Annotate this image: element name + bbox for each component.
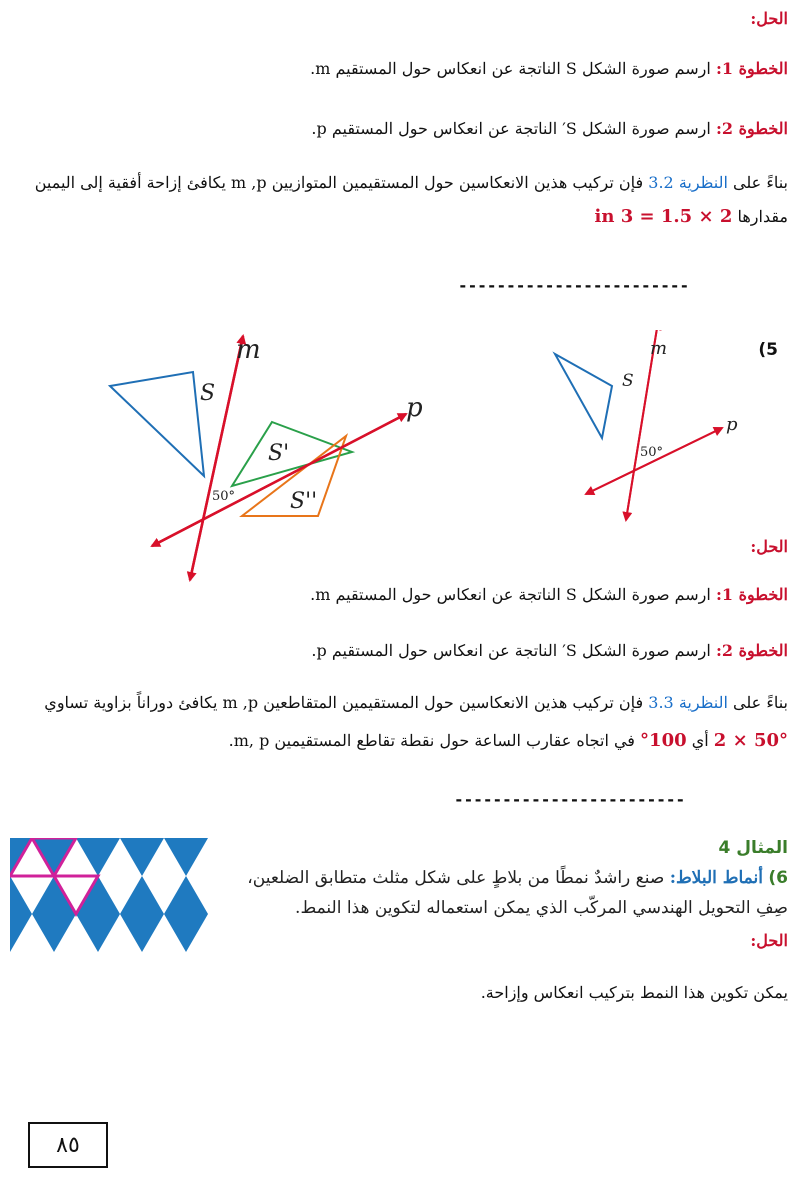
- separator-2: ------------------------: [454, 790, 686, 809]
- label-p: p: [726, 414, 738, 435]
- conclusion-2-text: فإن تركيب هذين الانعكاسين حول المستقيمين المتقاطعين m ,p يكافئ دوراناً بزاوية تساوي: [44, 693, 644, 712]
- conclusion-line-2: [12, 206, 788, 228]
- problem-number: (5: [758, 340, 778, 360]
- theorem-link[interactable]: النظرية 3.2: [648, 173, 728, 192]
- step-1b-label: الخطوة 1:: [715, 585, 788, 604]
- example-answer: يمكن تكوين هذا النمط بتركيب انعكاس وإزاحة.: [480, 983, 788, 1002]
- conclusion-2-mid2: في اتجاه عقارب الساعة حول نقطة تقاطع المستقيمين m, p.: [228, 731, 635, 750]
- line-p-reverse: [152, 414, 406, 546]
- conclusion-2-formula1: 50° × 2: [713, 730, 788, 751]
- example-line-1: [247, 866, 788, 890]
- separator-1: ------------------------: [458, 276, 690, 295]
- conclusion-text: فإن تركيب هذين الانعكاسين حول المستقيمين المتوازيين m ,p يكافئ إزاحة أفقية إلى اليمين: [34, 173, 644, 192]
- theorem-link-2[interactable]: النظرية 3.3: [648, 693, 728, 712]
- conclusion-formula: 2 × 1.5 = 3 in: [594, 206, 733, 227]
- step-2b-label: الخطوة 2:: [715, 641, 788, 660]
- step-1-text: ارسم صورة الشكل S الناتجة عن انعكاس حول المستقيم m.: [310, 59, 711, 78]
- example-number: 6): [768, 868, 788, 888]
- line-p-reverse: [586, 428, 722, 494]
- example-text-1: صنع راشدٌ نمطًا من بلاطٍ على شكل مثلث متطابق الضلعين،: [247, 868, 665, 888]
- label-s: S: [200, 381, 216, 406]
- label-angle: 50°: [640, 445, 664, 460]
- conclusion: [12, 172, 788, 194]
- step-1b-text: ارسم صورة الشكل S الناتجة عن انعكاس حول المستقيم m.: [310, 585, 711, 604]
- solution-label-3: الحل:: [750, 931, 788, 950]
- step-2b-text: ارسم صورة الشكل S′ الناتجة عن انعكاس حول المستقيم p.: [311, 641, 711, 660]
- label-p: p: [406, 393, 423, 423]
- step-1-label: الخطوة 1:: [715, 59, 788, 78]
- example-label: أنماط البلاط:: [669, 868, 763, 888]
- triangle-s: [555, 354, 612, 438]
- triangle-s: [110, 372, 204, 476]
- conclusion-2-formula2: 100°: [640, 730, 687, 751]
- conclusion-line2-prefix: مقدارها: [737, 207, 788, 226]
- example-title: المثال 4: [718, 838, 788, 858]
- label-s-prime: S': [268, 441, 290, 466]
- step-1b: [12, 584, 788, 606]
- tile-pattern-image: [10, 838, 210, 960]
- step-2: [12, 118, 788, 140]
- conclusion-2-mid1: أي: [691, 731, 709, 750]
- original-figure: [555, 330, 738, 520]
- label-s-double-prime: S'': [290, 489, 318, 514]
- conclusion-2-prefix: بناءً على: [733, 693, 788, 712]
- conclusion-2: [12, 692, 788, 714]
- step-2-text: ارسم صورة الشكل S′ الناتجة عن انعكاس حول المستقيم p.: [311, 119, 711, 138]
- label-m: m: [650, 338, 668, 359]
- step-2b: [12, 640, 788, 662]
- label-s: S: [622, 371, 634, 391]
- label-m: m: [236, 335, 261, 365]
- label-angle: 50°: [212, 489, 236, 504]
- solution-label-2: الحل:: [750, 537, 788, 556]
- solution-label: الحل:: [750, 9, 788, 28]
- step-1: [12, 58, 788, 80]
- conclusion-prefix: بناءً على: [733, 173, 788, 192]
- conclusion-2-line-2: [12, 730, 788, 752]
- page-number: ٨٥: [28, 1122, 108, 1168]
- example-line-2: صِفِ التحويل الهندسي المركّب الذي يمكن استعماله لتكوين هذا النمط.: [295, 898, 788, 918]
- step-2-label: الخطوة 2:: [715, 119, 788, 138]
